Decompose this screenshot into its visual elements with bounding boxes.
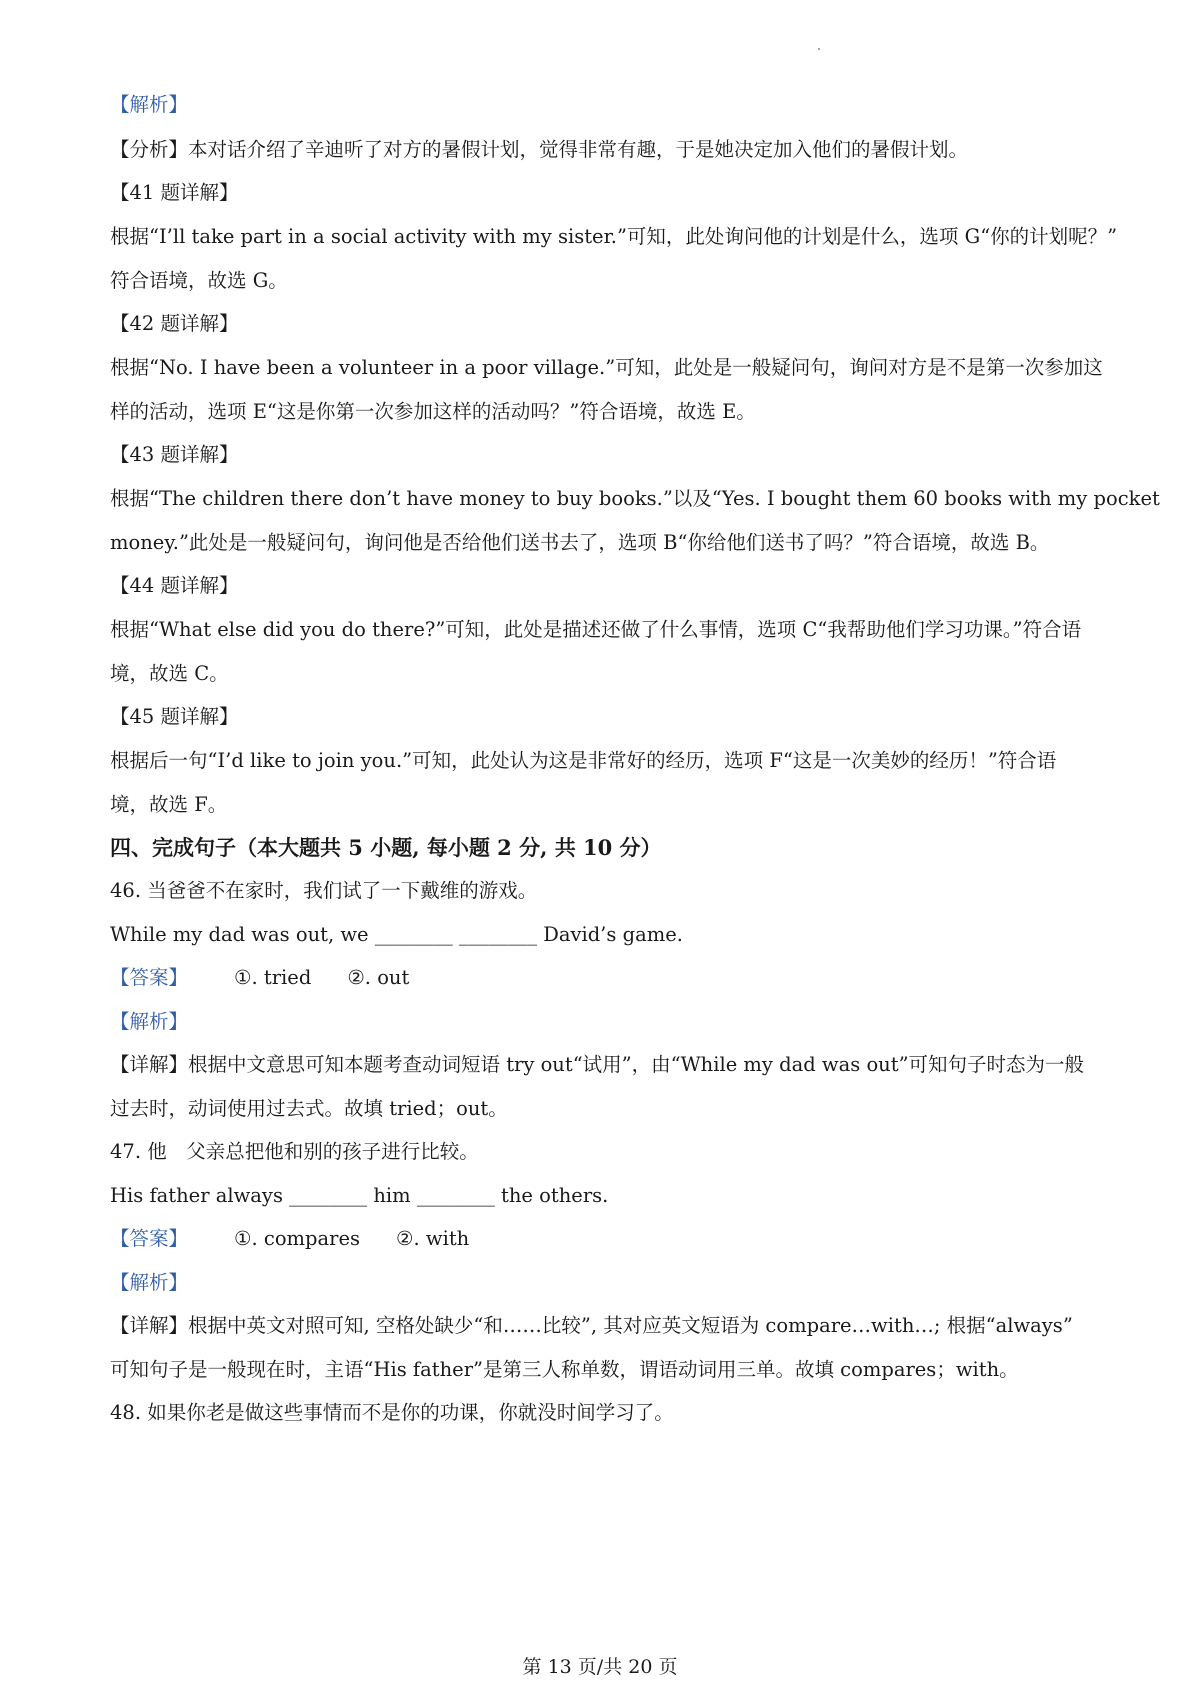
- q46-answer: [110, 963, 1100, 993]
- q46-sentence: While my dad was out, we ________ ________ David’s game.: [110, 923, 683, 946]
- analysis-paragraph: 【分析】本对话介绍了辛迪听了对方的暑假计划，觉得非常有趣，于是她决定加入他们的暑假计划。: [110, 138, 969, 161]
- answer-1: ①. tried: [234, 966, 312, 989]
- q41-heading: 【41 题详解】: [110, 181, 239, 204]
- section-heading: 四、完成句子（本大题共 5 小题, 每小题 2 分, 共 10 分）: [110, 835, 662, 860]
- q45-text-1: 根据后一句“I’d like to join you.”可知，此处认为这是非常好的经历，选项 F“这是一次美妙的经历！”符合语: [110, 749, 1057, 772]
- q46-detail-2: 过去时，动词使用过去式。故填 tried；out。: [110, 1097, 508, 1120]
- q42-heading: 【42 题详解】: [110, 312, 239, 335]
- answer-label: 【答案】: [110, 1227, 189, 1250]
- q43-text-1: 根据“The children there don’t have money to buy books.”以及“Yes. I bought them 60 books with my pocket: [110, 487, 1160, 510]
- q47-detail-2: 可知句子是一般现在时，主语“His father”是第三人称单数，谓语动词用三单。故填 compares；with。: [110, 1358, 1019, 1381]
- q47-answer: [110, 1224, 1100, 1254]
- q47-detail-1: 【详解】根据中英文对照可知, 空格处缺少“和……比较”, 其对应英文短语为 compare…with…; 根据“always”: [110, 1314, 1073, 1337]
- q46-prompt: 46. 当爸爸不在家时，我们试了一下戴维的游戏。: [110, 879, 538, 902]
- q43-heading: 【43 题详解】: [110, 443, 239, 466]
- page-number: 第 13 页/共 20 页: [522, 1656, 678, 1678]
- q41-text-2: 符合语境，故选 G。: [110, 269, 288, 292]
- answer-1: ①. compares: [234, 1227, 361, 1250]
- answer-label: 【答案】: [110, 966, 189, 989]
- q44-heading: 【44 题详解】: [110, 574, 239, 597]
- q47-prompt: 47. 他 父亲总把他和别的孩子进行比较。: [110, 1140, 479, 1163]
- q45-text-2: 境，故选 F。: [110, 793, 228, 816]
- q46-jiexi-label: 【解析】: [110, 1010, 189, 1033]
- q42-text-1: 根据“No. I have been a volunteer in a poor village.”可知，此处是一般疑问句，询问对方是不是第一次参加这: [110, 356, 1103, 379]
- q44-text-1: 根据“What else did you do there?”可知，此处是描述还做了什么事情，选项 C“我帮助他们学习功课。”符合语: [110, 618, 1082, 641]
- jiexi-label: 【解析】: [110, 93, 189, 116]
- answer-2: ②. with: [396, 1227, 470, 1250]
- q45-heading: 【45 题详解】: [110, 705, 239, 728]
- q48-prompt: 48. 如果你老是做这些事情而不是你的功课，你就没时间学习了。: [110, 1401, 674, 1424]
- q46-detail-1: 【详解】根据中文意思可知本题考查动词短语 try out“试用”，由“While my dad was out”可知句子时态为一般: [110, 1053, 1085, 1076]
- q47-jiexi-label: 【解析】: [110, 1271, 189, 1294]
- q41-text-1: 根据“I’ll take part in a social activity with my sister.”可知，此处询问他的计划是什么，选项 G“你的计划呢？”: [110, 225, 1118, 248]
- scan-dot: [818, 48, 820, 50]
- answer-2: ②. out: [347, 966, 410, 989]
- q47-sentence: His father always ________ him ________ the others.: [110, 1184, 609, 1207]
- q44-text-2: 境，故选 C。: [110, 662, 229, 685]
- q42-text-2: 样的活动，选项 E“这是你第一次参加这样的活动吗？”符合语境，故选 E。: [110, 400, 756, 423]
- q43-text-2: money.”此处是一般疑问句，询问他是否给他们送书去了，选项 B“你给他们送书了吗？”符合语境，故选 B。: [110, 531, 1050, 554]
